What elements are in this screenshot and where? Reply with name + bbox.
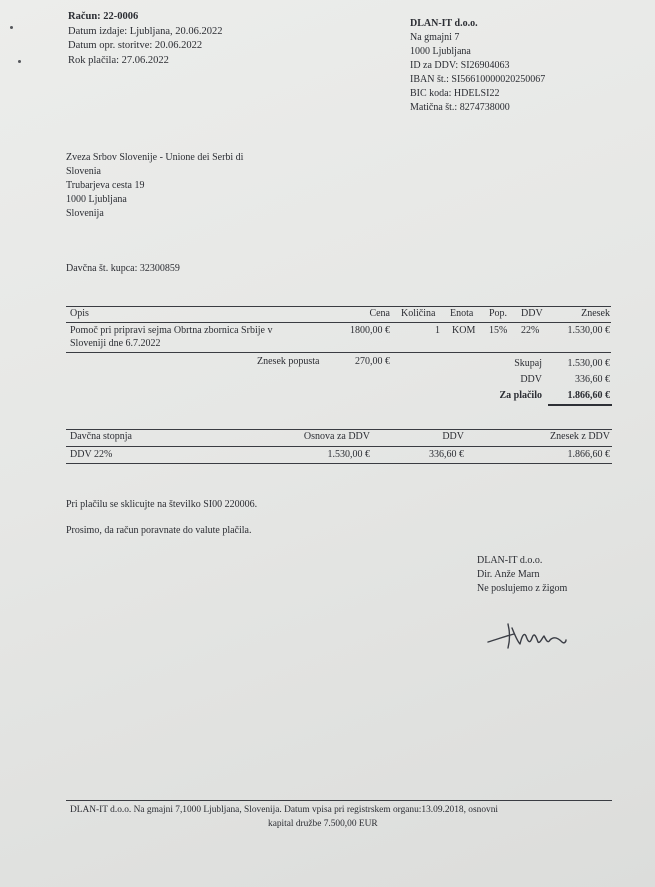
vat-total-value: 336,60 € (575, 374, 610, 385)
row-amount: 1.530,00 € (567, 325, 610, 336)
tax-row-vat: 336,60 € (429, 449, 464, 460)
row-price: 1800,00 € (350, 325, 390, 336)
header-desc: Opis (70, 308, 89, 319)
due-date: Rok plačila: 27.06.2022 (68, 54, 169, 66)
footer-line1: DLAN-IT d.o.o. Na gmajni 7,1000 Ljubljana, Slovenija. Datum vpisa pri registrskem organu:13.09.2018, osnovni (70, 805, 498, 815)
buyer-city: 1000 Ljubljana (66, 194, 127, 205)
vat-total-label: DDV (520, 374, 542, 385)
header-price: Cena (369, 308, 390, 319)
seller-info (410, 17, 545, 115)
tax-header-vat: DDV (442, 431, 464, 442)
invoice-header (68, 10, 223, 68)
buyer-street: Trubarjeva cesta 19 (66, 180, 145, 191)
tax-row-total: 1.866,60 € (567, 449, 610, 460)
seller-iban: IBAN št.: SI56610000020250067 (410, 74, 546, 85)
footer-line2: kapital družbe 7.500,00 EUR (268, 819, 378, 829)
seller-reg-no: Matična št.: 8274738000 (410, 102, 510, 113)
buyer-tax-number: Davčna št. kupca: 32300859 (66, 263, 180, 274)
issue-date: Datum izdaje: Ljubljana, 20.06.2022 (68, 25, 223, 37)
seller-street: Na gmajni 7 (410, 32, 460, 43)
seller-name: DLAN-IT d.o.o. (410, 18, 478, 29)
payment-reference: Pri plačilu se sklicujte na številko SI00 220006. (66, 499, 258, 510)
buyer-name-line1: Zveza Srbov Slovenije - Unione dei Serbi di (66, 152, 244, 163)
service-date: Datum opr. storitve: 20.06.2022 (68, 40, 203, 51)
footer-rule (66, 800, 612, 801)
header-rule (66, 322, 611, 323)
pay-label: Za plačilo (499, 390, 542, 401)
row-unit: KOM (452, 325, 476, 336)
seller-city: 1000 Ljubljana (410, 46, 471, 57)
row-vat: 22% (521, 325, 540, 336)
discount-value: 270,00 € (355, 356, 390, 367)
pay-value: 1.866,60 € (567, 390, 610, 401)
punch-mark (10, 26, 13, 29)
pay-underline (548, 404, 612, 406)
tax-header-rule (66, 446, 612, 447)
header-qty: Količina (401, 308, 436, 319)
invoice-title: Račun: 22-0006 (68, 11, 139, 22)
handwritten-signature (484, 614, 574, 654)
row-desc-line2: Sloveniji dne 6.7.2022 (70, 338, 161, 349)
tax-header-total: Znesek z DDV (550, 431, 610, 442)
signature-block (477, 554, 567, 596)
signer-director: Dir. Anže Marn (477, 569, 540, 580)
tax-row-rule (66, 463, 612, 464)
subtotal-label: Skupaj (514, 358, 542, 369)
row-rule (66, 352, 611, 353)
header-amount: Znesek (581, 308, 610, 319)
row-qty: 1 (435, 325, 440, 336)
tax-row-rate: DDV 22% (70, 449, 113, 460)
subtotal-value: 1.530,00 € (567, 358, 610, 369)
header-disc: Pop. (489, 308, 508, 319)
punch-mark (18, 60, 21, 63)
header-vat: DDV (521, 308, 543, 319)
seller-vat-id: ID za DDV: SI26904063 (410, 60, 510, 71)
row-desc-line1: Pomoč pri pripravi sejma Obrtna zbornica Srbije v (70, 325, 273, 336)
tax-header-rate: Davčna stopnja (70, 431, 132, 442)
row-disc: 15% (489, 325, 508, 336)
stamp-note: Ne poslujemo z žigom (477, 583, 568, 594)
header-unit: Enota (450, 308, 474, 319)
buyer-country: Slovenija (66, 208, 104, 219)
tax-header-base: Osnova za DDV (303, 431, 370, 442)
discount-label: Znesek popusta (257, 356, 320, 367)
buyer-name-line2: Slovenia (66, 166, 101, 177)
signer-company: DLAN-IT d.o.o. (477, 555, 543, 566)
payment-request: Prosimo, da račun poravnate do valute plačila. (66, 525, 252, 536)
buyer-info (66, 151, 243, 221)
seller-bic: BIC koda: HDELSI22 (410, 88, 500, 99)
tax-row-base: 1.530,00 € (327, 449, 370, 460)
